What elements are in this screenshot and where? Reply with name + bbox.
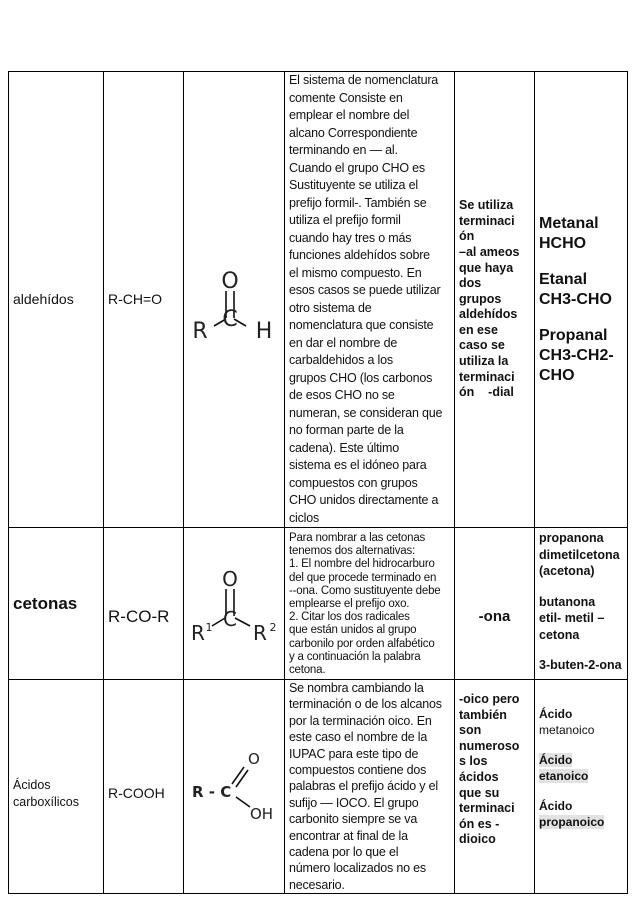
description-line: Cuando el grupo CHO es xyxy=(289,160,425,175)
structure-cell xyxy=(184,680,285,894)
description-line: otro sistema de xyxy=(289,300,372,315)
family-name: aldehídos xyxy=(13,290,74,307)
family-name-line: Ácidos xyxy=(13,777,51,792)
example-highlight: Ácido etanoico xyxy=(539,753,589,783)
description-line: terminando en — al. xyxy=(289,143,398,157)
example-name: Etanal xyxy=(539,270,588,288)
description-line: carbonito siempre se va xyxy=(289,812,418,827)
example-name: Ácido xyxy=(539,707,573,721)
atom-label: O xyxy=(221,268,239,294)
termination-line: aldehídos xyxy=(459,307,518,322)
family-name-line: carboxílicos xyxy=(13,794,79,809)
description-line: encontrar at final de la xyxy=(289,828,408,843)
example-name: dimetilcetona xyxy=(539,547,620,562)
description-line: Sustituyente se utiliza el xyxy=(289,178,418,192)
description-line: este caso el nombre de la xyxy=(289,730,428,745)
description-line: 1. El nombre del hidrocarburo xyxy=(289,558,435,571)
examples-text xyxy=(539,214,623,386)
termination-cell xyxy=(455,680,535,894)
termination-line: que su xyxy=(459,785,500,800)
formula-cell xyxy=(104,528,184,680)
example-name: (acetona) xyxy=(539,564,595,578)
examples-cell xyxy=(535,528,628,680)
termination-text xyxy=(459,198,530,401)
example-highlight: propanoico xyxy=(539,815,605,829)
description-line: no forman parte de la xyxy=(289,423,404,437)
atom-label: R xyxy=(191,620,205,644)
atom-label: O xyxy=(248,749,260,768)
description-line: cadena). Este último xyxy=(289,440,399,455)
atom-label: 2 xyxy=(269,620,277,634)
family-name xyxy=(13,777,99,811)
example-formula: CH3-CHO xyxy=(539,290,612,308)
termination-line: son xyxy=(459,723,482,738)
description-text xyxy=(289,528,450,677)
description-line: Para nombrar a las cetonas xyxy=(289,532,426,544)
termination-line: caso se xyxy=(459,338,505,353)
termination-line: ácidos xyxy=(459,769,499,784)
description-line: funciones aldehídos sobre xyxy=(289,248,430,262)
termination-line: dioico xyxy=(459,832,496,847)
termination-text xyxy=(459,692,530,848)
table-row xyxy=(9,72,628,528)
description-line: por la terminación oico. En xyxy=(289,713,432,728)
example-name: propanona xyxy=(539,531,604,545)
termination-line: en ese xyxy=(459,322,498,337)
description-line: --ona. Como sustituyente debe xyxy=(289,584,441,597)
general-formula: R-COOH xyxy=(108,784,165,801)
example-formula: HCHO xyxy=(539,234,587,252)
description-line: palabras el prefijo ácido y el xyxy=(289,779,438,794)
description-line: el mismo compuesto. En xyxy=(289,265,422,280)
ketone-structure-image xyxy=(188,564,280,644)
termination-line: terminaci xyxy=(459,369,515,384)
example-formula: CHO xyxy=(539,366,575,384)
description-line: IUPAC para este tipo de xyxy=(289,746,419,761)
termination-line: utiliza la xyxy=(459,354,509,369)
atom-label: R xyxy=(192,318,208,340)
description-line: sufijo — IOCO. El grupo xyxy=(289,795,419,810)
description-text xyxy=(289,680,450,893)
termination-line: terminaci xyxy=(459,801,515,816)
description-line: CHO unidos directamente a xyxy=(289,493,439,507)
examples-cell xyxy=(535,680,628,894)
description-line: numeran, se consideran que xyxy=(289,405,443,420)
example-name: butanona xyxy=(539,594,596,609)
description-line: compuestos con grupos xyxy=(289,475,418,490)
termination-line: que haya xyxy=(459,260,514,275)
example-name xyxy=(539,814,623,830)
example-name: metanoico xyxy=(539,723,595,737)
termination-line: ón xyxy=(459,229,475,244)
example-name: etil- metil – xyxy=(539,611,605,625)
termination-line: ón -dial xyxy=(459,385,514,400)
description-line: esos casos se puede utilizar xyxy=(289,283,441,297)
termination-line: -ona xyxy=(478,607,511,625)
aldehyde-structure-image xyxy=(188,260,280,340)
description-line: tenemos dos alternativas: xyxy=(289,545,416,558)
formula-cell xyxy=(104,72,184,528)
table-row xyxy=(9,528,628,680)
description-line: ciclos xyxy=(289,510,320,525)
termination-cell xyxy=(455,72,535,528)
example-name: cetona xyxy=(539,627,580,642)
description-line: nomenclatura que consiste xyxy=(289,318,434,332)
description-line: cadena por lo que el xyxy=(289,845,399,860)
termination-line: numeroso xyxy=(459,738,520,753)
description-line: carbaldehidos a los xyxy=(289,353,393,367)
description-line: compuestos contiene dos xyxy=(289,763,427,778)
termination-line: -oico pero xyxy=(459,692,520,706)
description-text xyxy=(289,72,450,527)
termination-line: Se utiliza xyxy=(459,198,514,213)
atom-label: R xyxy=(253,620,267,644)
description-line: que están unidos al grupo xyxy=(289,624,417,637)
description-line: alcano Correspondiente xyxy=(289,125,418,140)
examples-text xyxy=(539,706,623,830)
description-line: en dar el nombre de xyxy=(289,335,398,350)
description-line: del que procede terminado en xyxy=(289,571,437,584)
description-line: grupos CHO (los carbonos xyxy=(289,370,433,385)
description-line: número localizados no es xyxy=(289,861,426,876)
termination-line: también xyxy=(459,707,507,722)
description-line: 2. Citar los dos radicales xyxy=(289,611,410,624)
example-name: Metanal xyxy=(539,214,599,232)
structure-cell xyxy=(184,528,285,680)
description-line: terminación o de los alcanos xyxy=(289,697,442,712)
family-name-cell xyxy=(9,528,104,680)
termination-line: ón es - xyxy=(459,816,500,831)
example-name: Ácido xyxy=(539,799,573,813)
description-line: emplearse el prefijo oxo. xyxy=(289,598,410,611)
termination-text xyxy=(459,609,530,625)
termination-cell xyxy=(455,528,535,680)
example-name: Propanal xyxy=(539,326,608,344)
description-line: Se nombra cambiando la xyxy=(289,681,424,695)
atom-label: 1 xyxy=(205,620,213,634)
description-cell xyxy=(285,680,455,894)
atom-label: C xyxy=(223,606,237,631)
general-formula: R-CO-R xyxy=(108,606,170,626)
family-name-cell xyxy=(9,72,104,528)
description-line: El sistema de nomenclatura xyxy=(289,73,439,87)
atom-label: H xyxy=(255,318,273,340)
atom-label: OH xyxy=(250,804,274,823)
atom-label: R - C xyxy=(192,782,232,801)
atom-label: C xyxy=(222,306,238,332)
description-line: cetona. xyxy=(289,664,326,677)
description-cell xyxy=(285,72,455,528)
example-formula: CH3-CH2- xyxy=(539,346,614,364)
examples-text xyxy=(539,528,623,674)
nomenclature-table xyxy=(8,71,628,894)
family-name-cell xyxy=(9,680,104,894)
termination-line: terminaci xyxy=(459,213,515,228)
description-line: sistema es el idóneo para xyxy=(289,458,427,472)
description-line: cuando hay tres o más xyxy=(289,230,412,245)
termination-line: s los xyxy=(459,754,488,769)
examples-cell xyxy=(535,72,628,528)
termination-line: grupos xyxy=(459,291,502,306)
description-line: comente Consiste en xyxy=(289,90,403,105)
atom-label: O xyxy=(222,566,238,591)
general-formula: R-CH=O xyxy=(108,290,163,307)
description-line: de esos CHO no se xyxy=(289,388,395,402)
example-name xyxy=(539,752,623,784)
description-line: emplear el nombre del xyxy=(289,108,410,122)
description-line: utiliza el prefijo formil xyxy=(289,213,401,227)
structure-cell xyxy=(184,72,285,528)
description-line: carbonilo por orden alfabético xyxy=(289,637,435,650)
description-cell xyxy=(285,528,455,680)
family-name: cetonas xyxy=(13,593,78,613)
termination-line: –al ameos xyxy=(459,244,520,259)
formula-cell xyxy=(104,680,184,894)
description-line: necesario. xyxy=(289,877,345,892)
example-name: 3-buten-2-ona xyxy=(539,658,622,672)
description-line: y a continuación la palabra xyxy=(289,650,421,663)
carboxylic-acid-structure-image xyxy=(188,747,280,827)
description-line: prefijo formil-. También se xyxy=(289,195,427,210)
table-row xyxy=(9,680,628,894)
termination-line: dos xyxy=(459,276,482,291)
